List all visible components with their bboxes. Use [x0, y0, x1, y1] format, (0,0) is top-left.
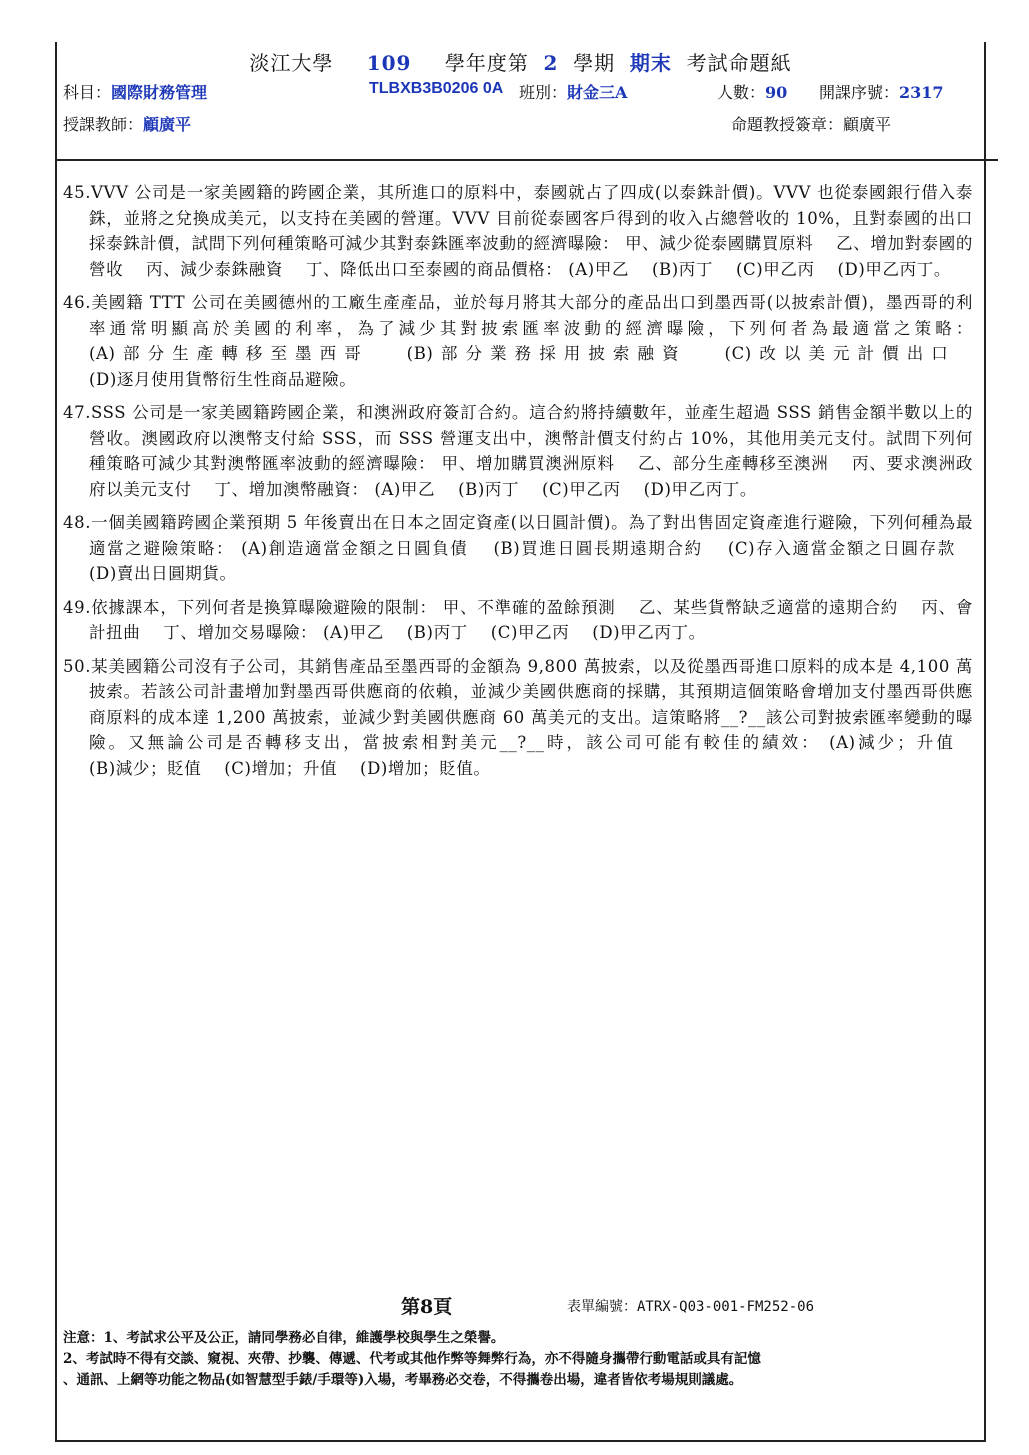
- note-line: 注意：1、考試求公平及公正，請同學務必自律，維護學校與學生之榮譽。: [63, 1330, 505, 1346]
- university-name: 淡江大學: [249, 51, 334, 75]
- note-line: 、通訊、上網等功能之物品(如智慧型手錶/手環等)入場，考畢務必交卷，不得攜卷出場，違者皆依考場規則議處。: [63, 1372, 743, 1388]
- academic-year: 109: [366, 51, 412, 75]
- signature-field: 命題教授簽章：顧廣平: [731, 115, 892, 134]
- sheet-header: [57, 42, 984, 160]
- question-50: 50.某美國籍公司沒有子公司，其銷售產品至墨西哥的金額為 9,800 萬披索，以及從墨西哥進口原料的成本是 4,100 萬披索。若該公司計畫增加對墨西哥供應商的依賴，並減少美國供應商的採購，其預期這個策略會增加支付墨西哥供應商原料的成本達 1,200 萬披索，並減少對美國供應商 60 萬美元的支出。這策略將__?__該公司對披索匯率變動的曝險。又無論公司是否轉移支出，當披索相對美元__?__時，該公司可能有較佳的績效： (A)減少；升值 (B)減少；貶值 (C)增加；升值 (D)增加；貶值。: [63, 656, 973, 778]
- class-field: 班別：財金三A: [519, 83, 628, 102]
- semester-label: 學期: [573, 51, 616, 75]
- teacher-field: 授課教師：顧廣平: [63, 115, 192, 134]
- form-number: 表單編號：ATRX-Q03-001-FM252-06: [567, 1299, 815, 1315]
- subject-field: 科目：國際財務管理: [63, 83, 208, 102]
- question-49: 49.依據課本，下列何者是換算曝險避險的限制： 甲、不準確的盈餘預測 乙、某些貨幣缺乏適當的遠期合約 丙、會計扭曲 丁、增加交易曝險： (A)甲乙 (B)丙丁 (C)甲乙丙 (D)甲乙丙丁。: [63, 597, 973, 642]
- page-title: [57, 47, 984, 76]
- question-48: 48.一個美國籍跨國企業預期 5 年後賣出在日本之固定資產(以日圓計價)。為了對出售固定資產進行避險，下列何種為最適當之避險策略： (A)創造適當金額之日圓負債 (B)買進日圓長期遠期合約 (C)存入適當金額之日圓存款 (D)賣出日圓期貨。: [63, 513, 973, 583]
- course-code: TLBXB3B0206 0A: [369, 80, 504, 97]
- subject-value: 國際財務管理: [111, 83, 208, 102]
- exam-sheet: [55, 42, 986, 1442]
- note-line: 2、考試時不得有交談、窺視、夾帶、抄襲、傳遞、代考或其他作弊等舞弊行為，亦不得隨身攜帶行動電話或具有記憶: [63, 1351, 761, 1367]
- question-45: 45.VVV 公司是一家美國籍的跨國企業，其所進口的原料中，泰國就占了四成(以泰銖計價)。VVV 也從泰國銀行借入泰銖，並將之兌換成美元，以支持在美國的營運。VVV 目前從泰國客戶得到的收入占總營收的 10%，且對泰國的出口採泰銖計價，試問下列何種策略可減少其對泰銖匯率波動的經濟曝險： 甲、減少從泰國購買原料 乙、增加對泰國的營收 丙、減少泰銖融資 丁、降低出口至泰國的商品價格： (A)甲乙 (B)丙丁 (C)甲乙丙 (D)甲乙丙丁。: [63, 183, 973, 279]
- header-divider: [55, 159, 998, 161]
- semester-number: 2: [543, 51, 559, 75]
- count-value: 90: [765, 83, 788, 102]
- form-title: 考試命題紙: [686, 51, 792, 75]
- question-47: 47.SSS 公司是一家美國籍跨國企業，和澳洲政府簽訂合約。這合約將持續數年，並產生超過 SSS 銷售金額半數以上的營收。澳國政府以澳幣支付給 SSS，而 SSS 營運支出中，澳幣計價支付約占 10%，其他用美元支付。試問下列何種策略可減少其對澳幣匯率波動的經濟曝險： 甲、增加購買澳洲原料 乙、部分生產轉移至澳洲 丙、要求澳洲政府以美元支付 丁、增加澳幣融資： (A)甲乙 (B)丙丁 (C)甲乙丙 (D)甲乙丙丁。: [63, 403, 973, 499]
- serial-field: 開課序號：2317: [819, 83, 944, 102]
- question-list: [63, 180, 973, 789]
- teacher-value: 顧廣平: [143, 115, 192, 134]
- year-label: 學年度第: [444, 51, 529, 75]
- question-46: 46.美國籍 TTT 公司在美國德州的工廠生產產品，並於每月將其大部分的產品出口到墨西哥(以披索計價)，墨西哥的利率通常明顯高於美國的利率，為了減少其對披索匯率波動的經濟曝險，下列何者為最適當之策略： (A)部分生產轉移至墨西哥 (B)部分業務採用披索融資 (C)改以美元計價出口 (D)逐月使用貨幣衍生性商品避險。: [63, 293, 973, 389]
- page-number: 第8頁: [401, 1296, 453, 1318]
- class-value: 財金三A: [567, 83, 628, 102]
- exam-type: 期末: [629, 51, 672, 75]
- exam-notes: [63, 1328, 975, 1391]
- serial-value: 2317: [899, 83, 944, 102]
- signature-value: 顧廣平: [843, 115, 892, 134]
- count-field: 人數：90: [717, 83, 788, 102]
